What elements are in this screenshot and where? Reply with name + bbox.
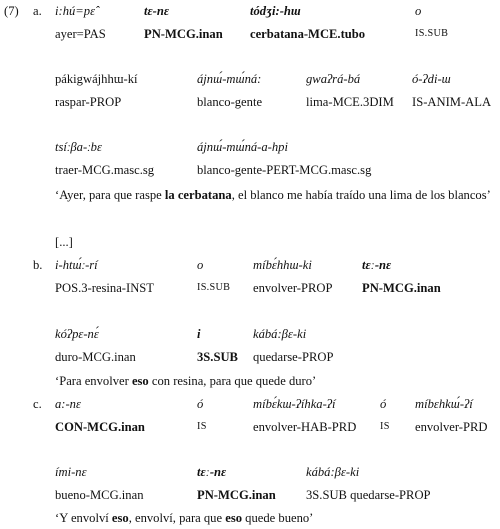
c-translation: ‘Y envolví eso, envolví, para que eso quede bueno’ xyxy=(55,511,314,525)
word-gloss: 3S.SUB xyxy=(197,350,238,364)
a-line1-gloss xyxy=(0,27,500,43)
word-gloss: envolver-PROP xyxy=(253,281,333,295)
word-gloss: IS xyxy=(380,421,390,432)
word-source: a:-nɛ xyxy=(55,397,81,411)
word-gloss: raspar-PROP xyxy=(55,95,122,109)
word-source: míbɛ́hhɯ-ki xyxy=(253,258,312,272)
b-line1-gloss xyxy=(0,281,500,297)
word-source: gwaʔrá-bá xyxy=(306,72,361,86)
a-translation: ‘Ayer, para que raspe la cerbatana, el blanco me había traído una lima de los blancos’ xyxy=(55,188,491,202)
c-line2-gloss xyxy=(0,488,500,504)
word-gloss: bueno-MCG.inan xyxy=(55,488,144,502)
word-source: i xyxy=(197,327,201,341)
word-gloss: ayer=PAS xyxy=(55,27,106,41)
b-line2-gloss xyxy=(0,350,500,366)
a-line1-source xyxy=(0,4,500,20)
word-gloss: IS xyxy=(197,421,207,432)
sub-label-b: b. xyxy=(33,258,43,272)
word-gloss: lima-MCE.3DIM xyxy=(306,95,394,109)
example-number: (7) xyxy=(4,4,19,18)
c-line1-gloss xyxy=(0,420,500,436)
word-gloss: POS.3-resina-INST xyxy=(55,281,154,295)
word-gloss: quedarse-PROP xyxy=(253,350,334,364)
word-source: i:hú=pɛ̂ xyxy=(55,4,96,18)
word-source: ó xyxy=(197,397,204,411)
word-source: tódʒi:-hɯ xyxy=(250,4,301,18)
word-source: kábá:βɛ-ki xyxy=(253,327,307,341)
c-line2-source xyxy=(0,465,500,481)
word-source: ájnɯ́-mɯ́ná: xyxy=(197,72,262,86)
word-gloss: CON-MCG.inan xyxy=(55,420,145,434)
b-line2-source xyxy=(0,327,500,343)
word-gloss: PN-MCG.inan xyxy=(362,281,441,295)
word-gloss: duro-MCG.inan xyxy=(55,350,136,364)
word-gloss: PN-MCG.inan xyxy=(144,27,223,41)
word-source: o xyxy=(415,4,422,18)
b-translation: ‘Para envolver eso con resina, para que quede duro’ xyxy=(55,374,317,388)
sub-label-a: a. xyxy=(33,4,42,18)
word-gloss: 3S.SUB quedarse-PROP xyxy=(306,488,431,502)
word-gloss: traer-MCG.masc.sg xyxy=(55,163,155,177)
word-gloss: blanco-gente-PERT-MCG.masc.sg xyxy=(197,163,372,177)
word-source: tɛː-nɛ xyxy=(362,258,392,272)
word-gloss: IS-ANIM-ALA xyxy=(412,95,492,109)
word-source: ími-nɛ xyxy=(55,465,87,479)
word-source: míbɛhkɯ́-ʔí xyxy=(415,397,473,411)
word-source: i-htɯ́ː-rí xyxy=(55,258,98,272)
word-source: tsíːβa-ːbɛ xyxy=(55,140,102,154)
word-source: ó xyxy=(380,397,387,411)
c-line1-source xyxy=(0,397,500,413)
a-line2-source xyxy=(0,72,500,88)
word-gloss: PN-MCG.inan xyxy=(197,488,276,502)
word-gloss: IS.SUB xyxy=(197,282,231,293)
word-gloss: envolver-HAB-PRD xyxy=(253,420,357,434)
word-gloss: blanco-gente xyxy=(197,95,263,109)
sub-label-c: c. xyxy=(33,397,42,411)
a-line3-source xyxy=(0,140,500,156)
word-source: míbɛ́kɯ-ʔíhka-ʔí xyxy=(253,397,336,411)
word-source: ájnɯ́-mɯ́ná-a-hpi xyxy=(197,140,288,154)
word-source: ó-ʔdi-ɯ xyxy=(412,72,451,86)
a-line3-gloss xyxy=(0,163,500,179)
word-gloss: IS.SUB xyxy=(415,28,449,39)
word-gloss: cerbatana-MCE.tubo xyxy=(250,27,366,41)
a-line2-gloss xyxy=(0,95,500,111)
a-ellipsis: [...] xyxy=(55,235,73,249)
word-source: kábá:βɛ-ki xyxy=(306,465,360,479)
b-line1-source xyxy=(0,258,500,274)
word-source: tɛ-nɛ xyxy=(144,4,170,18)
word-source: pákigwájhhɯ-kí xyxy=(55,72,138,86)
word-source: o xyxy=(197,258,204,272)
word-source: kóʔpɛ-nɛ́ xyxy=(55,327,99,341)
word-source: tɛː-nɛ xyxy=(197,465,227,479)
word-gloss: envolver-PRD xyxy=(415,420,488,434)
